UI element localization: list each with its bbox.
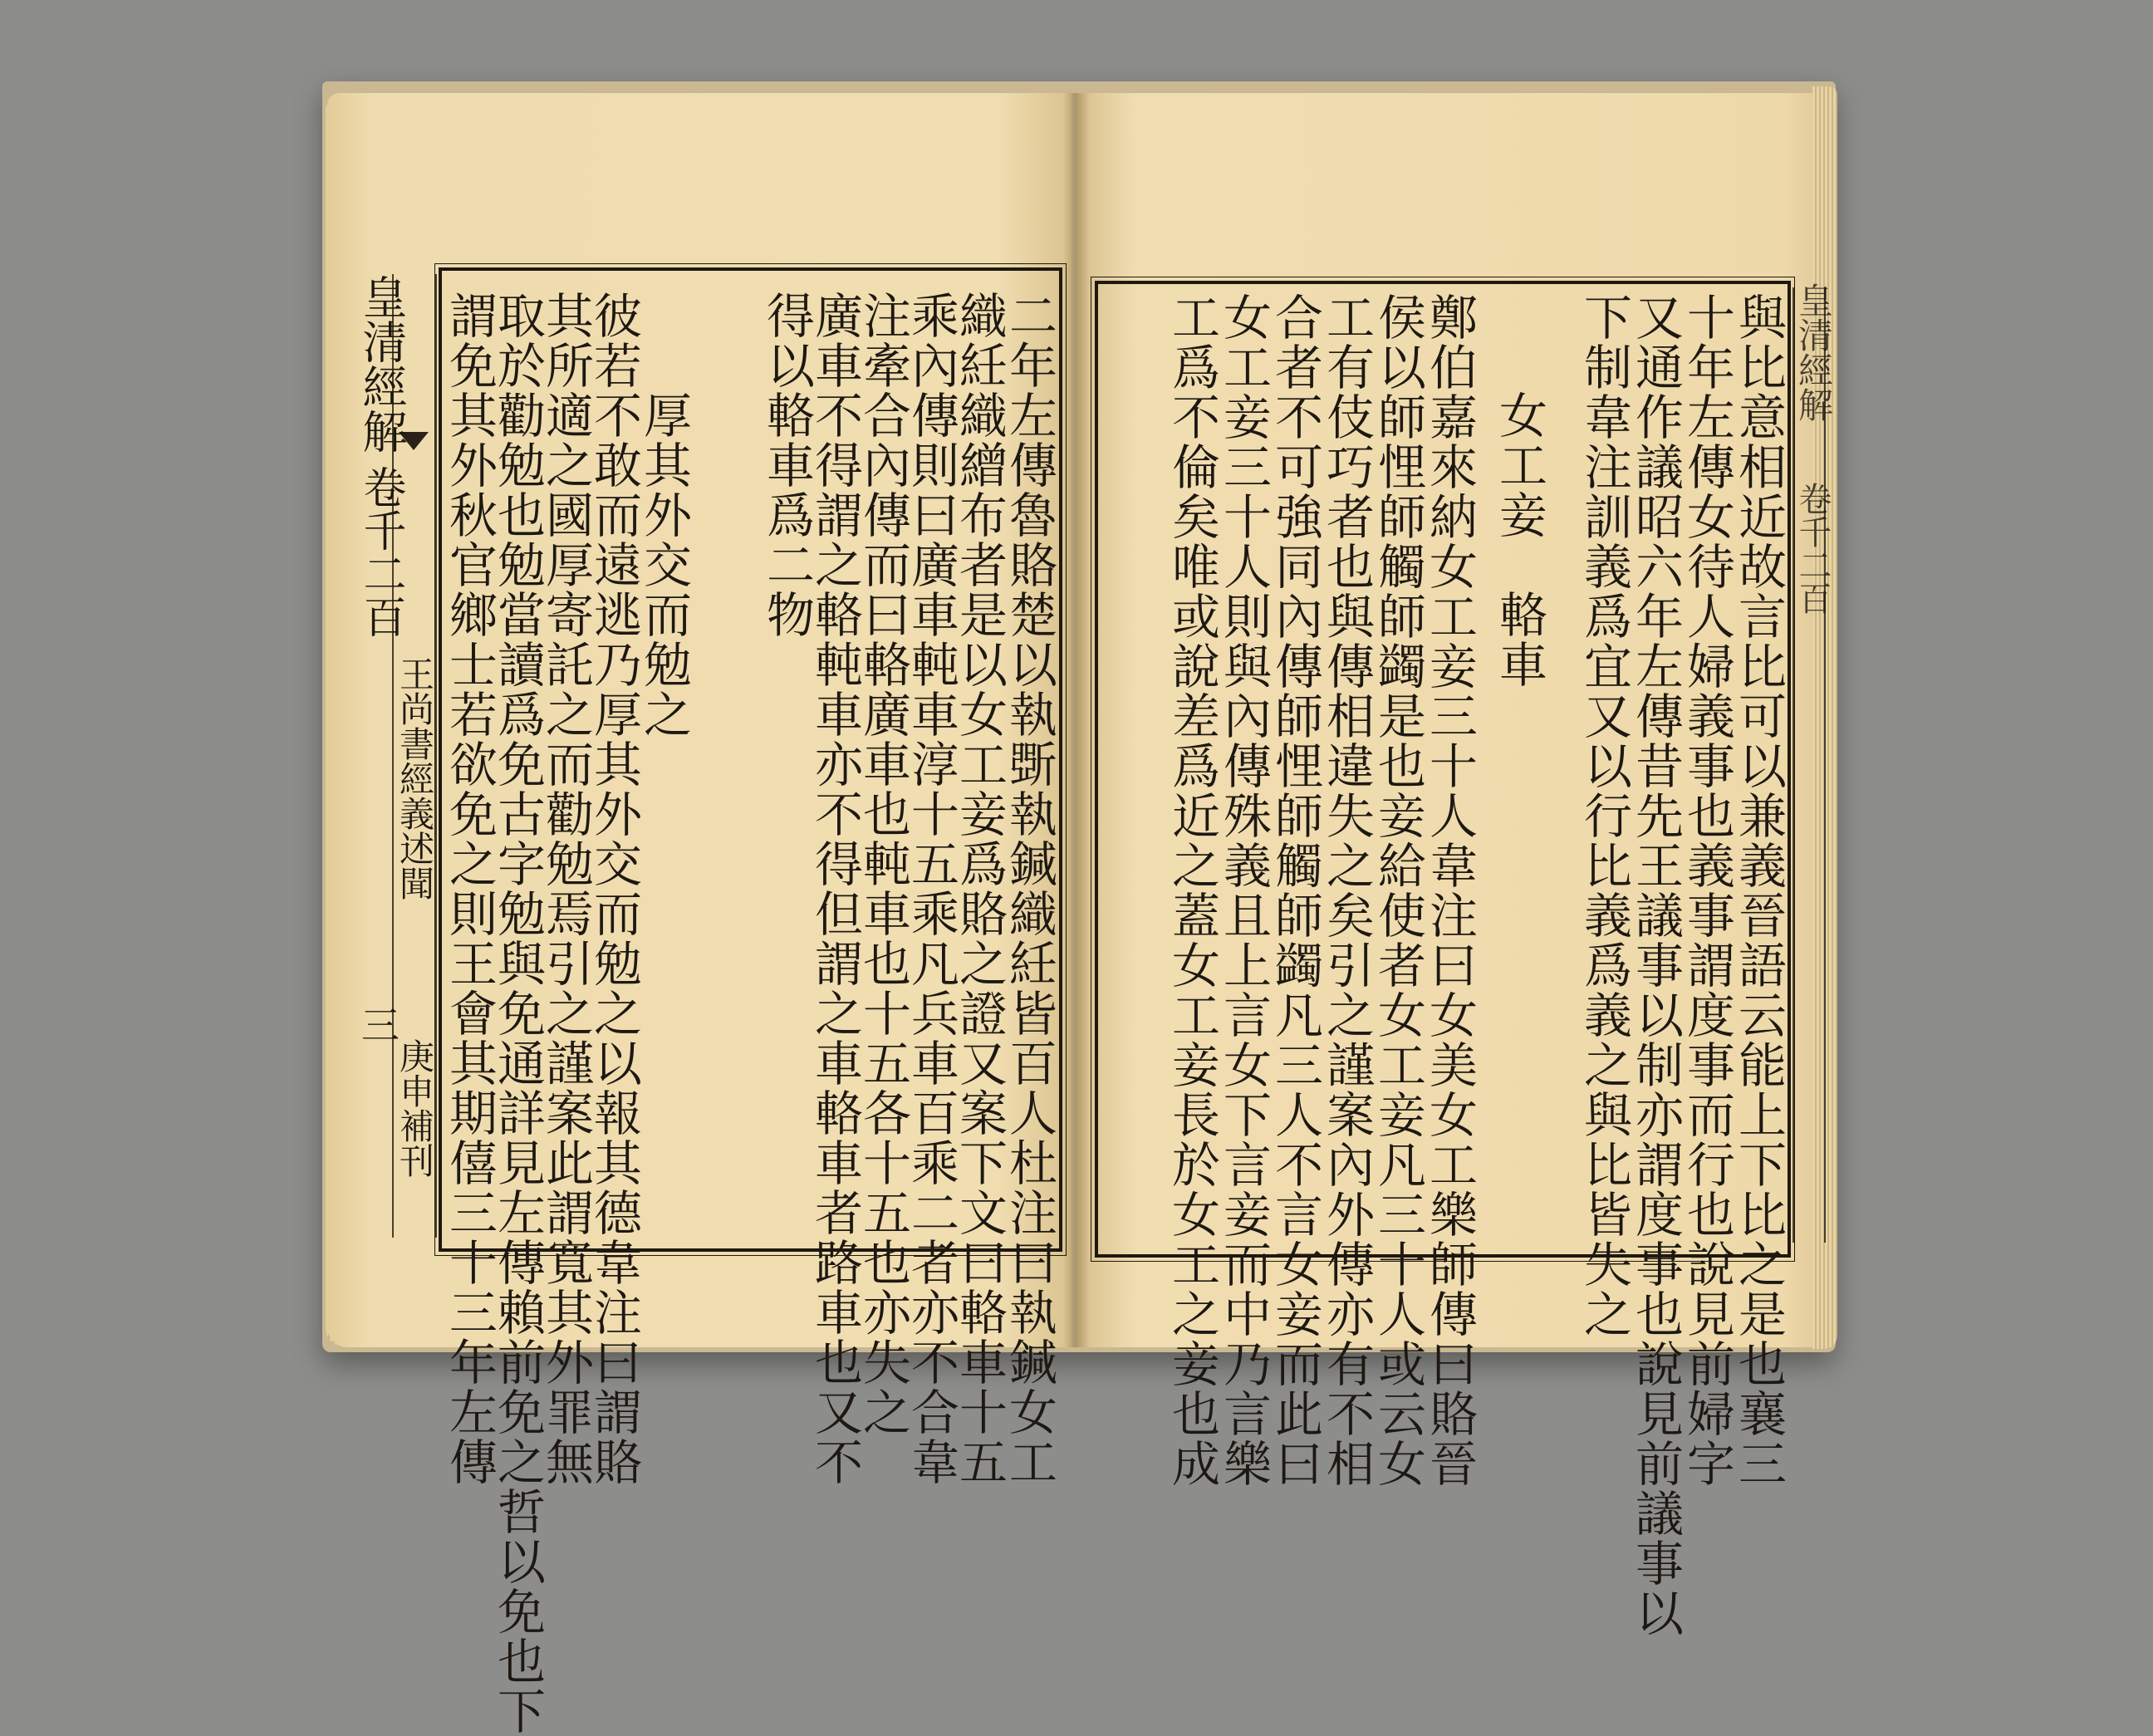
text-column: 十年左傳女待人婦義事也義事謂度事而行也說見前婦字 — [1679, 292, 1735, 1488]
section-heading: 厚其外交而勉之 — [635, 390, 692, 739]
text-column: 謂免其外秋官鄉士若欲免之則王會其期僖三十三年左傳 — [441, 291, 498, 1487]
book-gutter — [1063, 93, 1090, 1347]
text-column: 乘內傳則曰廣車軘車淳十五乘凡兵車百乘二者亦不合韋 — [903, 291, 959, 1487]
text-column: 工爲不倫矣唯或說差爲近之蓋女工妾長於女工之妾也成 — [1164, 292, 1220, 1488]
text-column: 二年左傳魯賂楚以執斲執鍼織紝皆百人杜注曰執鍼女工 — [1001, 291, 1057, 1487]
text-column: 與比意相近故言比可以兼義晉語云能上下比之是也襄三 — [1730, 292, 1787, 1488]
text-column: 合者不可強同內傳師悝師觸師蠲凡三人不言女妾而此曰 — [1267, 292, 1323, 1488]
banxin-rule-right — [435, 274, 437, 1238]
text-column: 廣車不得謂之輅軘車亦不得但謂之車輅車者路車也又不 — [807, 291, 863, 1487]
text-column: 侯以師悝師觸師蠲是也妾給使者女工妾凡三十人或云女 — [1370, 292, 1426, 1488]
banxin-rule-left — [1793, 287, 1794, 1243]
banxin-title: 皇清經解 — [356, 274, 408, 454]
section-heading: 女工妾 輅車 — [1491, 390, 1547, 689]
text-column: 彼若不敢而遠逃乃厚其外交而勉之以報其德韋注曰謂賂 — [586, 291, 642, 1487]
text-column: 鄭伯嘉來納女工妾三十人韋注曰女美女工樂師傳曰賂晉 — [1421, 292, 1478, 1488]
banxin-title: 皇清經解 — [1793, 282, 1834, 422]
text-column: 織紝織繒布者是以女工妾爲賂之證又案下文曰輅車十五 — [951, 291, 1008, 1487]
text-column: 得以輅車爲二物 — [758, 291, 815, 640]
banxin-page-number: 三 — [356, 1005, 400, 1043]
banxin-edition: 庚申補刊 — [395, 1038, 435, 1178]
text-column: 又通作議昭六年左傳昔先王議事以制亦謂度事也說見前議事以 — [1627, 292, 1684, 1638]
text-column: 女工妾三十人則與內傳殊義且上言女下言妾而中乃言樂 — [1215, 292, 1272, 1488]
text-column: 工有伎巧者也與傳相違失之矣引之謹案內外傳亦有不相 — [1318, 292, 1375, 1488]
text-column: 注牽合內傳而曰輅廣車也軘車也十五各十五也亦失之 — [855, 291, 911, 1437]
banxin-volume: 卷千二百 — [1793, 482, 1832, 615]
text-column: 下制韋注訓義爲宜又以行比義爲義之與比皆失之 — [1576, 292, 1632, 1339]
text-column: 其所適之國厚寄託之而勸勉焉引之謹案此謂寬其外罪無 — [537, 291, 594, 1487]
banxin-author: 王尚書經義述聞 — [395, 656, 435, 900]
text-column: 取於勸勉也勉當讀爲免古字勉與免通詳見左傳賴前免之哲以免也下 — [489, 291, 546, 1736]
banxin-volume: 卷千二百 — [356, 465, 405, 638]
